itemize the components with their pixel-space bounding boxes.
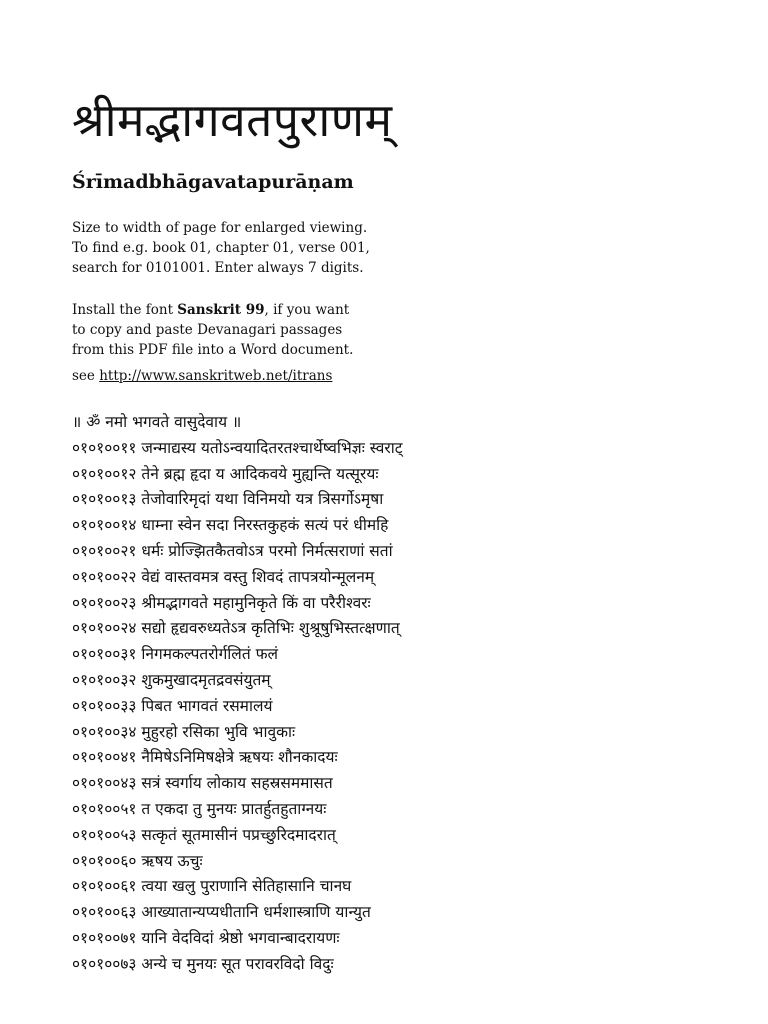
verse-line: ०१०१००२४ सद्यो हृद्यवरुध्यतेऽत्र कृतिभिः शुश्रूषुभिस्तत्क्षणात्	[72, 619, 400, 638]
verse-line: ०१०१००५१ त एकदा तु मुनयः प्रातर्हुतहुताग्नयः	[72, 799, 327, 818]
instructions-line-1: Size to width of page for enlarged viewing.	[72, 220, 368, 236]
verse-line: ०१०१००५३ सत्कृतं सूतमासीनं पप्रच्छुरिदमादरात्	[72, 825, 336, 844]
verse-line: ०१०१००६३ आख्यातान्यप्यधीतानि धर्मशास्त्राणि यान्युत	[72, 903, 371, 922]
verse-line: ०१०१००७१ यानि वेदविदां श्रेष्ठो भगवान्बादरायणः	[72, 928, 340, 947]
font-name: Sanskrit 99	[177, 302, 265, 318]
verse-line: ०१०१००२१ धर्मः प्रोज्झितकैतवोऽत्र परमो निर्मत्सराणां सतां	[72, 541, 393, 560]
title-transliteration: Śrīmadbhāgavatapurāṇam	[72, 171, 354, 193]
font-note-line-2: to copy and paste Devanagari passages	[72, 322, 343, 338]
verse-line: ०१०१००३३ पिबत भागवतं रसमालयं	[72, 696, 273, 715]
verse-list	[72, 410, 732, 978]
verse-line: ०१०१००१४ धाम्ना स्वेन सदा निरस्तकुहकं सत्यं परं धीमहि	[72, 516, 389, 535]
font-note-line-3: from this PDF file into a Word document.	[72, 342, 354, 358]
title-devanagari: श्रीमद्भागवतपुराणम्	[72, 93, 393, 147]
instructions-line-3: search for 0101001. Enter always 7 digits.	[72, 260, 364, 276]
verse-line: ०१०१००६० ऋषय ऊचुः	[72, 851, 203, 870]
verse-line: ०१०१००११ जन्माद्यस्य यतोऽन्वयादितरतश्चार्थेष्वभिज्ञः स्वराट्	[72, 438, 403, 457]
verse-line: ०१०१००३२ शुकमुखादमृतद्रवसंयुतम्	[72, 670, 271, 689]
document-page	[72, 88, 732, 978]
verse-line: ०१०१००४१ नैमिषेऽनिमिषक्षेत्रे ऋषयः शौनकादयः	[72, 748, 338, 767]
font-note-line-1	[72, 300, 732, 320]
see-line	[72, 366, 732, 386]
sanskritweb-link[interactable]: http://www.sanskritweb.net/itrans	[99, 368, 333, 384]
font-note-paragraph	[72, 300, 732, 360]
font-note-prefix: Install the font	[72, 302, 178, 318]
verse-line: ०१०१००७३ अन्ये च मुनयः सूत परावरविदो विदुः	[72, 954, 334, 973]
instructions-line-2: To find e.g. book 01, chapter 01, verse 001,	[72, 240, 370, 256]
verse-line: ०१०१००२२ वेद्यं वास्तवमत्र वस्तु शिवदं तापत्रयोन्मूलनम्	[72, 567, 375, 586]
verse-line: ०१०१००२३ श्रीमद्भागवते महामुनिकृते किं वा परैरीश्वरः	[72, 593, 371, 612]
invocation-line: ॥ ॐ नमो भगवते वासुदेवाय ॥	[72, 413, 242, 431]
verse-line: ०१०१००६१ त्वया खलु पुराणानि सेतिहासानि चानघ	[72, 877, 352, 896]
verse-line: ०१०१००१२ तेने ब्रह्म हृदा य आदिकवये मुह्यन्ति यत्सूरयः	[72, 464, 379, 483]
verse-line: ०१०१००३१ निगमकल्पतरोर्गलितं फलं	[72, 645, 279, 664]
instructions-paragraph	[72, 218, 732, 278]
font-note-suffix: , if you want	[264, 302, 350, 318]
see-prefix: see	[72, 368, 100, 384]
verse-line: ०१०१००४३ सत्रं स्वर्गाय लोकाय सहस्रसममासत	[72, 774, 333, 793]
verse-line: ०१०१००१३ तेजोवारिमृदां यथा विनिमयो यत्र त्रिसर्गोऽमृषा	[72, 490, 384, 509]
verse-line: ०१०१००३४ मुहुरहो रसिका भुवि भावुकाः	[72, 722, 296, 741]
